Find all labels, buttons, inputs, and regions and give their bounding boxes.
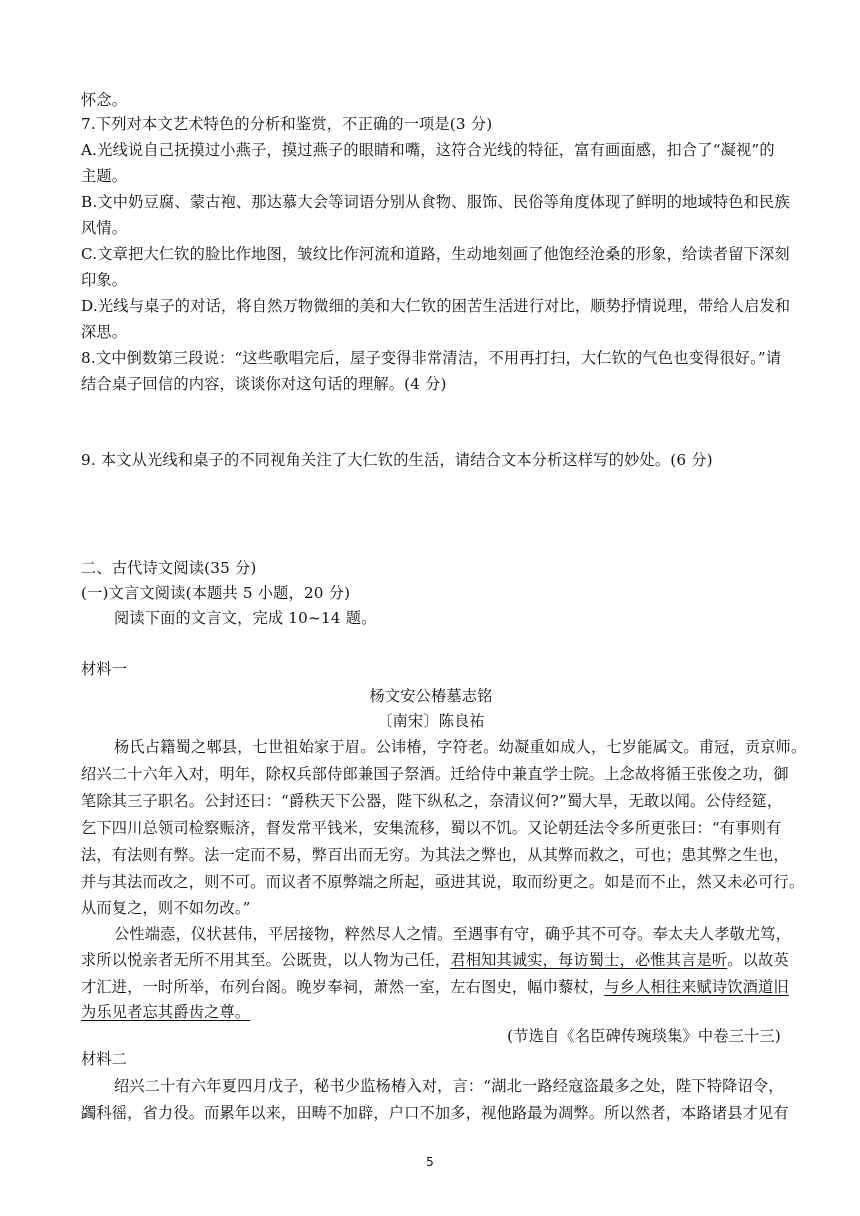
question-8-stem: 8.文中倒数第三段说：“这些歌唱完后，屋子变得非常清洁，不用再打扫，大仁钦的气色也变得很好。”请 <box>81 349 782 367</box>
material-1-p1-line: 绍兴二十六年入对，明年，除权兵部侍郎兼国子祭酒。迁给侍中兼直学士院。上念故将循王张俊之功，御 <box>81 765 789 783</box>
question-8-stem-cont: 结合桌子回信的内容，谈谈你对这句话的理解。(4 分) <box>81 375 447 393</box>
subsection-heading: (一)文言文阅读(本题共 5 小题，20 分) <box>81 584 351 602</box>
question-7-option-b-cont: 风情。 <box>81 219 128 237</box>
material-1-p3-text: 才汇进，一时所举，布列台阁。晚岁奉祠，萧然一室，左右图史，幅巾藜杖， <box>81 978 605 996</box>
material-1-p3-line <box>81 977 789 997</box>
material-1-p1-line: 杨氏占籍蜀之郫县，七世祖始家于眉。公讳椿，字符老。幼凝重如成人，七岁能属文。甫冠，贡京师。 <box>114 738 807 756</box>
material-1-p1-line: 笔除其三子职名。公封还曰：“爵秩天下公器，陛下纵私之，奈清议何?”蜀大旱，无敢以闻。公侍经筵， <box>81 792 783 810</box>
question-7-option-d-cont: 深思。 <box>81 323 128 341</box>
question-7-option-b: B.文中奶豆腐、蒙古袍、那达慕大会等词语分别从食物、服饰、民俗等角度体现了鲜明的地域特色和民族 <box>81 193 790 211</box>
question-7-option-c-cont: 印象。 <box>81 271 128 289</box>
material-1-title: 杨文安公椿墓志铭 <box>369 687 493 705</box>
underlined-passage-1: 君相知其诚实，每访蜀士，必惟其言是听 <box>450 951 728 969</box>
material-1-p1-line: 并与其法而改之，则不可。而议者不原弊端之所起，亟进其说，取而纷更之。如是而不止，然又未必可行。 <box>81 873 805 891</box>
material-1-p2-line: 公性端悫，仪状甚伟，平居接物，粹然尽人之情。至遇事有守，确乎其不可夺。奉太夫人孝敬尤笃， <box>114 925 792 943</box>
section-heading: 二、古代诗文阅读(35 分) <box>81 559 257 577</box>
underlined-passage-2: 与乡人相往来赋诗饮酒道旧 <box>604 978 789 996</box>
material-1-p1-line: 从而复之，则不如勿改。” <box>81 899 251 917</box>
material-2-line: 绍兴二十有六年夏四月戊子，秘书少监杨椿入对，言：“湖北一路经寇盗最多之处，陛下特降诏令， <box>114 1077 784 1095</box>
question-7-option-c: C.文章把大仁钦的脸比作地图，皱纹比作河流和道路，生动地刻画了他饱经沧桑的形象，给读者留下深刻 <box>81 245 790 263</box>
reading-instruction: 阅读下面的文言文，完成 10~14 题。 <box>114 609 377 627</box>
material-1-p2-line <box>81 950 789 970</box>
page-number: 5 <box>426 1155 434 1169</box>
material-1-p2-tail: 。以故英 <box>727 951 789 969</box>
material-1-p4-line <box>81 1002 781 1022</box>
question-7-option-a-cont: 主题。 <box>81 167 128 185</box>
question-7-stem: 7.下列对本文艺术特色的分析和鉴赏，不正确的一项是(3 分) <box>81 115 493 133</box>
material-1-p1-line: 法，有法则有弊。法一定而不易，弊百出而无穷。为其法之弊也，从其弊而救之，可也；患其弊之生也， <box>81 846 789 864</box>
material-1-label: 材料一 <box>81 660 128 678</box>
material-1-p1-line: 乞下四川总领司检察赈济，督发常平钱米，安集流移，蜀以不饥。又论朝廷法令多所更张曰：“有事则有 <box>81 819 782 837</box>
material-2-line: 蠲科徭，省力役。而累年以来，田畴不加辟，户口不加多，视他路最为凋弊。所以然者，本路诸县才见有 <box>81 1104 789 1122</box>
underlined-passage-2-cont: 为乐见者忘其爵齿之尊。 <box>81 1003 251 1021</box>
material-1-p2-text: 求所以悦亲者无所不用其至。公既贵，以人物为己任， <box>81 951 451 969</box>
material-1-source: (节选自《名臣碑传琬琰集》中卷三十三) <box>507 1027 781 1045</box>
material-1-author: 〔南宋〕陈良祐 <box>377 712 485 730</box>
question-7-option-a: A.光线说自己抚摸过小燕子，摸过燕子的眼睛和嘴，这符合光线的特征，富有画面感，扣合了“凝视”的 <box>81 141 775 159</box>
continuation-text: 怀念。 <box>81 91 128 109</box>
question-7-option-d: D.光线与桌子的对话，将自然万物微细的美和大仁钦的困苦生活进行对比，顺势抒情说理，带给人启发和 <box>81 297 791 315</box>
material-2-label: 材料二 <box>81 1050 128 1068</box>
question-9-stem: 9. 本文从光线和桌子的不同视角关注了大仁钦的生活，请结合文本分析这样写的妙处。(6 分) <box>81 451 713 469</box>
